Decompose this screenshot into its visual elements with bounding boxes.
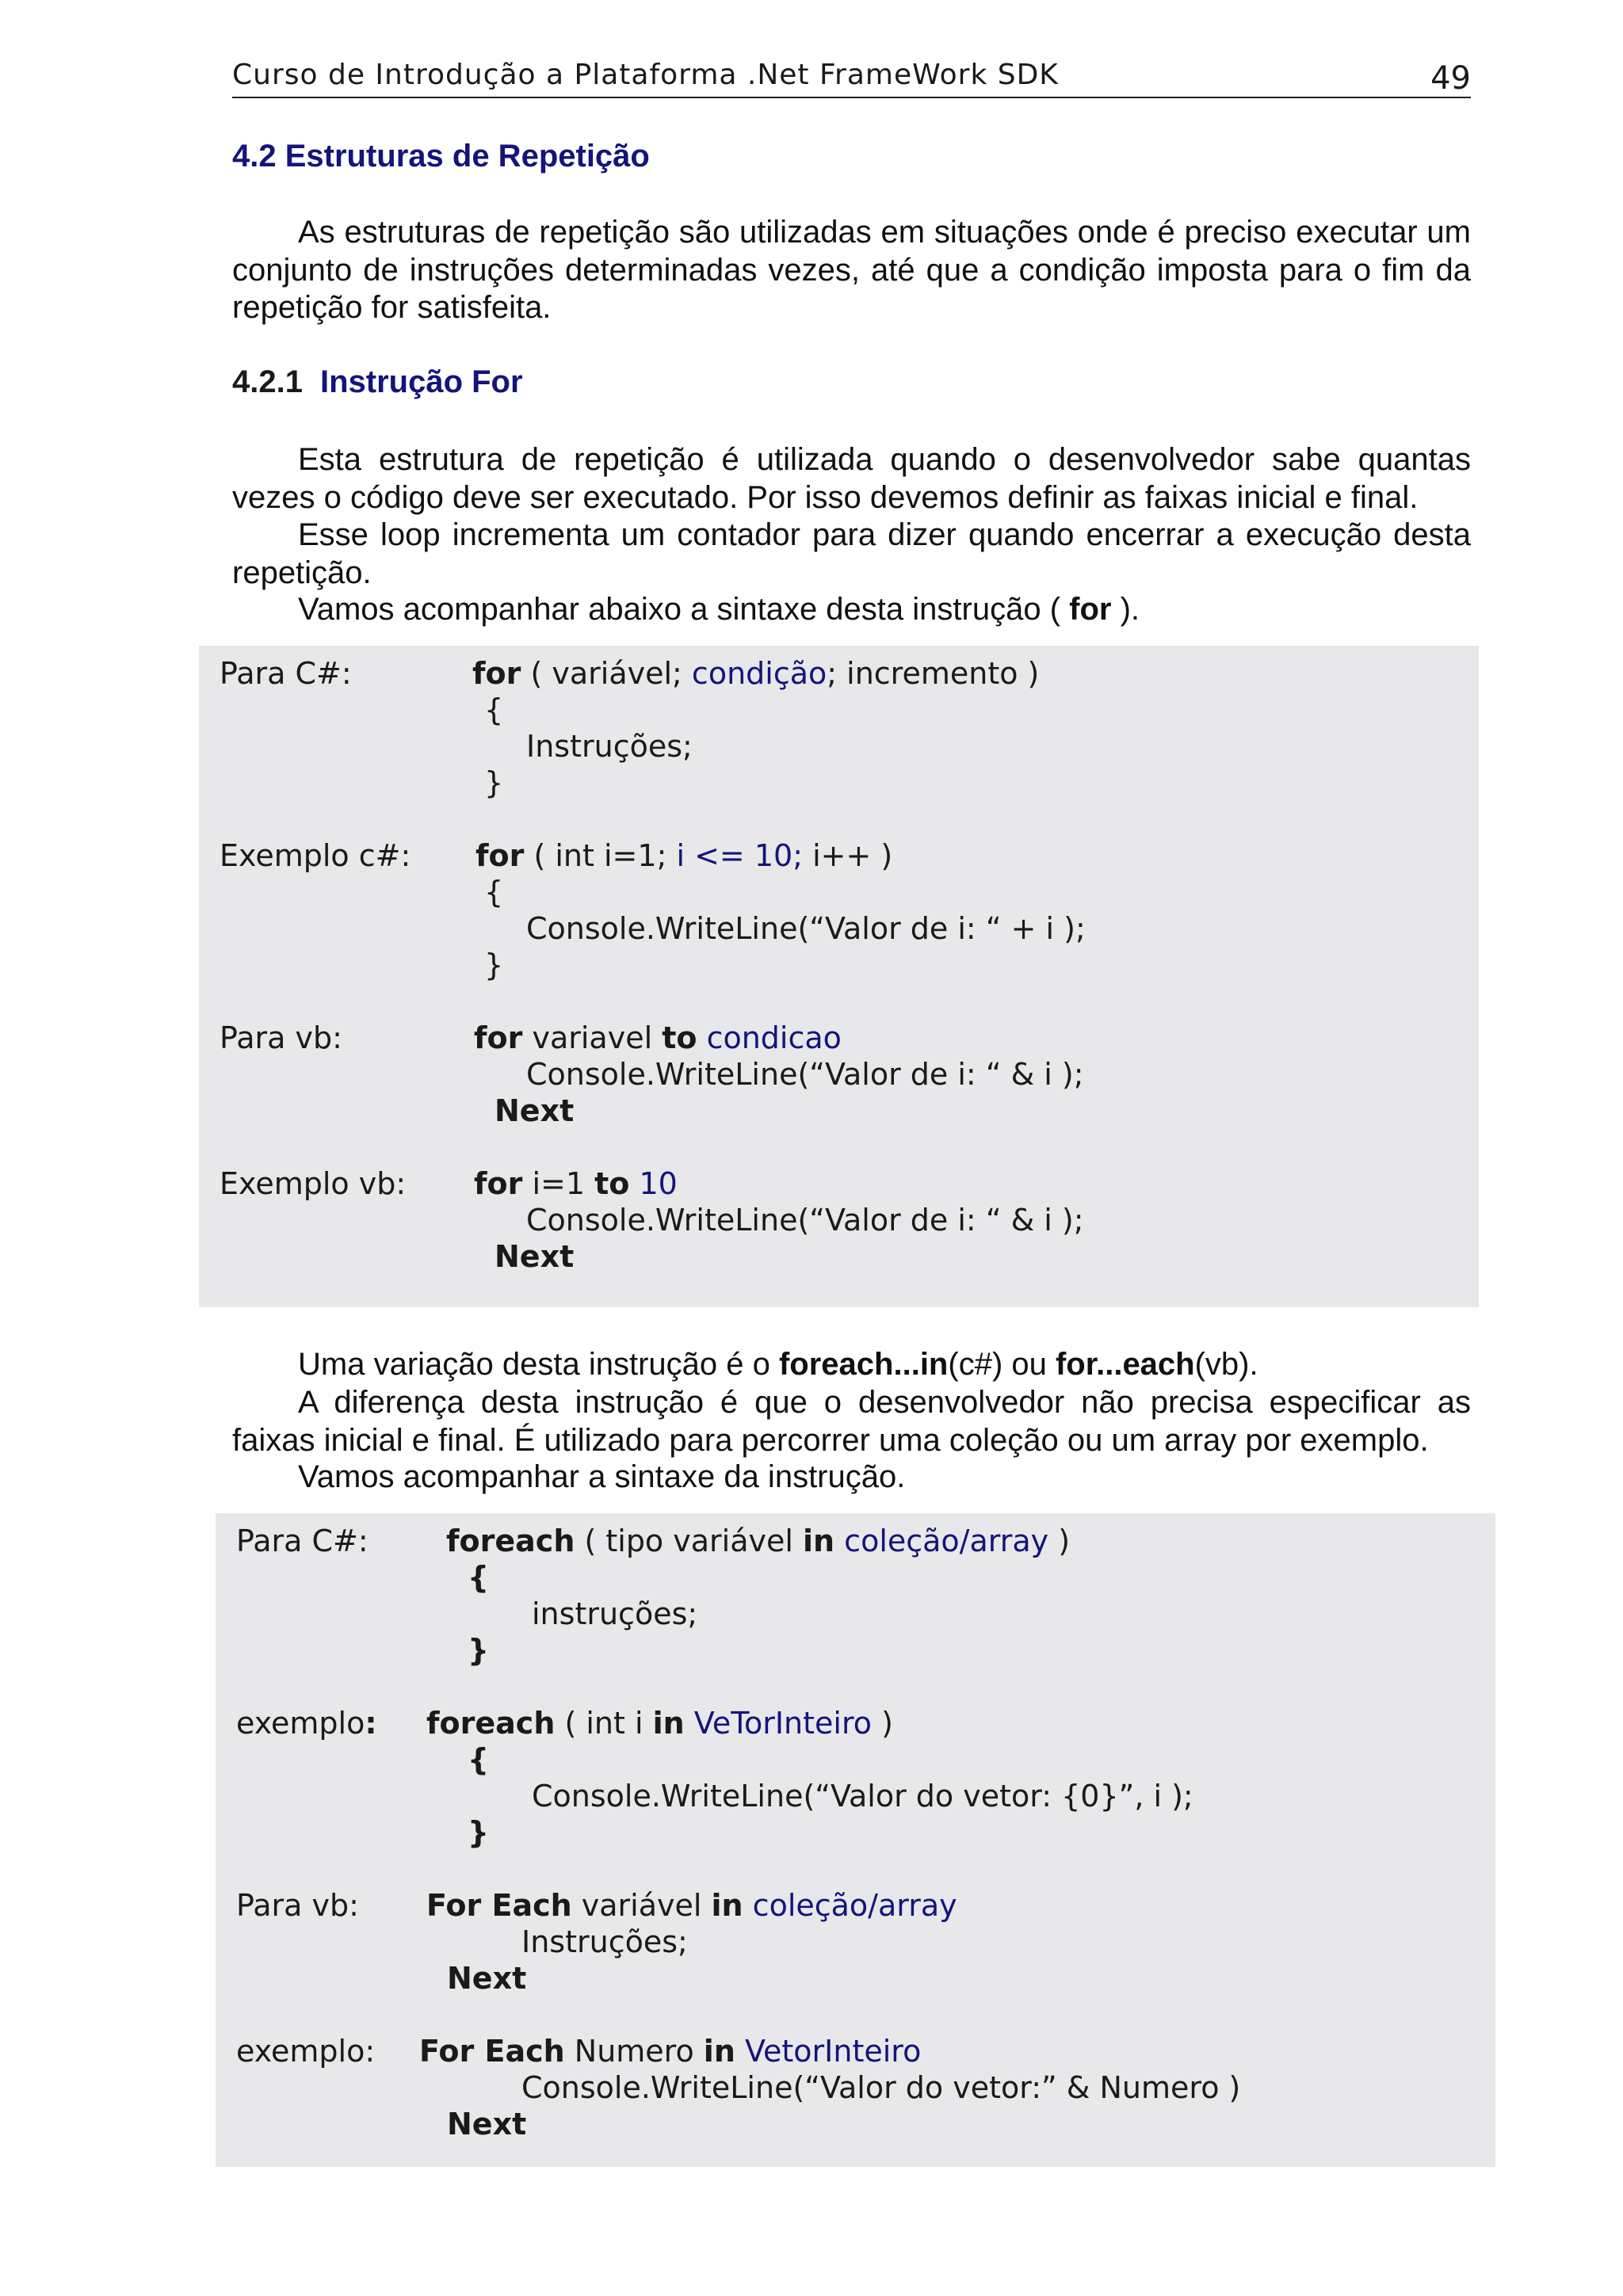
for-paragraph-1: Esta estrutura de repetição é utilizada quando o desenvolvedor sabe quantas vezes o código deve ser executado. Por isso devemos definir as faixas inicial e final. [232, 442, 1471, 515]
label-para-csharp: Para C#: [220, 656, 352, 691]
for-syntax-box [199, 646, 1479, 1307]
page-number: 49 [1430, 60, 1471, 97]
label-exemplo-csharp: Exemplo c#: [220, 838, 411, 873]
page-header [232, 55, 1471, 98]
code-line: foreach ( tipo variável in coleção/array ) [446, 1524, 1071, 1558]
code-line: Next [447, 2107, 527, 2142]
code-line: { [484, 875, 504, 910]
code-line: Console.WriteLine(“Valor de i: “ & i ); [526, 1057, 1084, 1092]
subsection-heading [232, 364, 523, 400]
code-line: } [484, 948, 504, 982]
code-line: { [468, 1742, 490, 1777]
for-paragraph-2: Esse loop incrementa um contador para dizer quando encerrar a execução desta repetição. [232, 517, 1471, 590]
code-line: for ( variável; condição; incremento ) [472, 656, 1040, 691]
label-para-vb: Para vb: [220, 1020, 342, 1055]
code-line: Next [495, 1093, 575, 1128]
foreach-paragraph-3: Vamos acompanhar a sintaxe da instrução. [298, 1459, 906, 1494]
code-line: Console.WriteLine(“Valor do vetor: {0}”, i ); [532, 1779, 1193, 1814]
code-line: } [484, 765, 504, 800]
code-line: { [484, 692, 504, 727]
label-para-vb: Para vb: [236, 1888, 359, 1923]
label-exemplo-csharp: exemplo: [236, 1706, 377, 1741]
label-exemplo-vb: Exemplo vb: [220, 1166, 407, 1201]
code-line: for variavel to condicao [474, 1020, 842, 1055]
code-line: instruções; [532, 1596, 698, 1631]
label-para-csharp: Para C#: [236, 1524, 369, 1558]
label-exemplo-vb: exemplo: [236, 2034, 376, 2069]
code-line: For Each Numero in VetorInteiro [419, 2034, 922, 2069]
foreach-paragraph-2: A diferença desta instrução é que o desenvolvedor não precisa especificar as faixas inicial e final. É utilizado para percorrer uma coleção ou um array por exemplo. [232, 1385, 1471, 1458]
code-line: Instruções; [521, 1924, 688, 1959]
code-line: Next [495, 1239, 575, 1274]
section-heading: 4.2 Estruturas de Repetição [232, 139, 650, 174]
header-title: Curso de Introdução a Plataforma .Net FrameWork SDK [232, 59, 1059, 91]
code-line: Console.WriteLine(“Valor de i: “ + i ); [526, 911, 1086, 946]
code-line: { [468, 1560, 490, 1595]
for-paragraph-3: Vamos acompanhar abaixo a sintaxe desta instrução ( for ). [298, 592, 1140, 627]
intro-paragraph: As estruturas de repetição são utilizadas em situações onde é preciso executar um conjunto de instruções determinadas vezes, até que a condição imposta para o fim da repetição for satisfeita. [232, 215, 1471, 325]
code-line: for i=1 to 10 [474, 1166, 678, 1201]
code-line: } [468, 1815, 490, 1850]
code-line: } [468, 1633, 490, 1668]
code-line: for ( int i=1; i <= 10; i++ ) [475, 838, 893, 873]
subsection-title: Instrução For [319, 364, 523, 399]
code-line: foreach ( int i in VeTorInteiro ) [426, 1706, 893, 1741]
code-line: Instruções; [526, 729, 693, 764]
code-line: Console.WriteLine(“Valor de i: “ & i ); [526, 1203, 1084, 1238]
foreach-paragraph-1: Uma variação desta instrução é o foreach...in(c#) ou for...each(vb). [298, 1347, 1258, 1382]
subsection-number: 4.2.1 [232, 364, 303, 399]
foreach-syntax-box [216, 1513, 1495, 2167]
code-line: For Each variável in coleção/array [426, 1888, 957, 1923]
code-line: Next [447, 1961, 527, 1996]
code-line: Console.WriteLine(“Valor do vetor:” & Numero ) [521, 2070, 1241, 2105]
